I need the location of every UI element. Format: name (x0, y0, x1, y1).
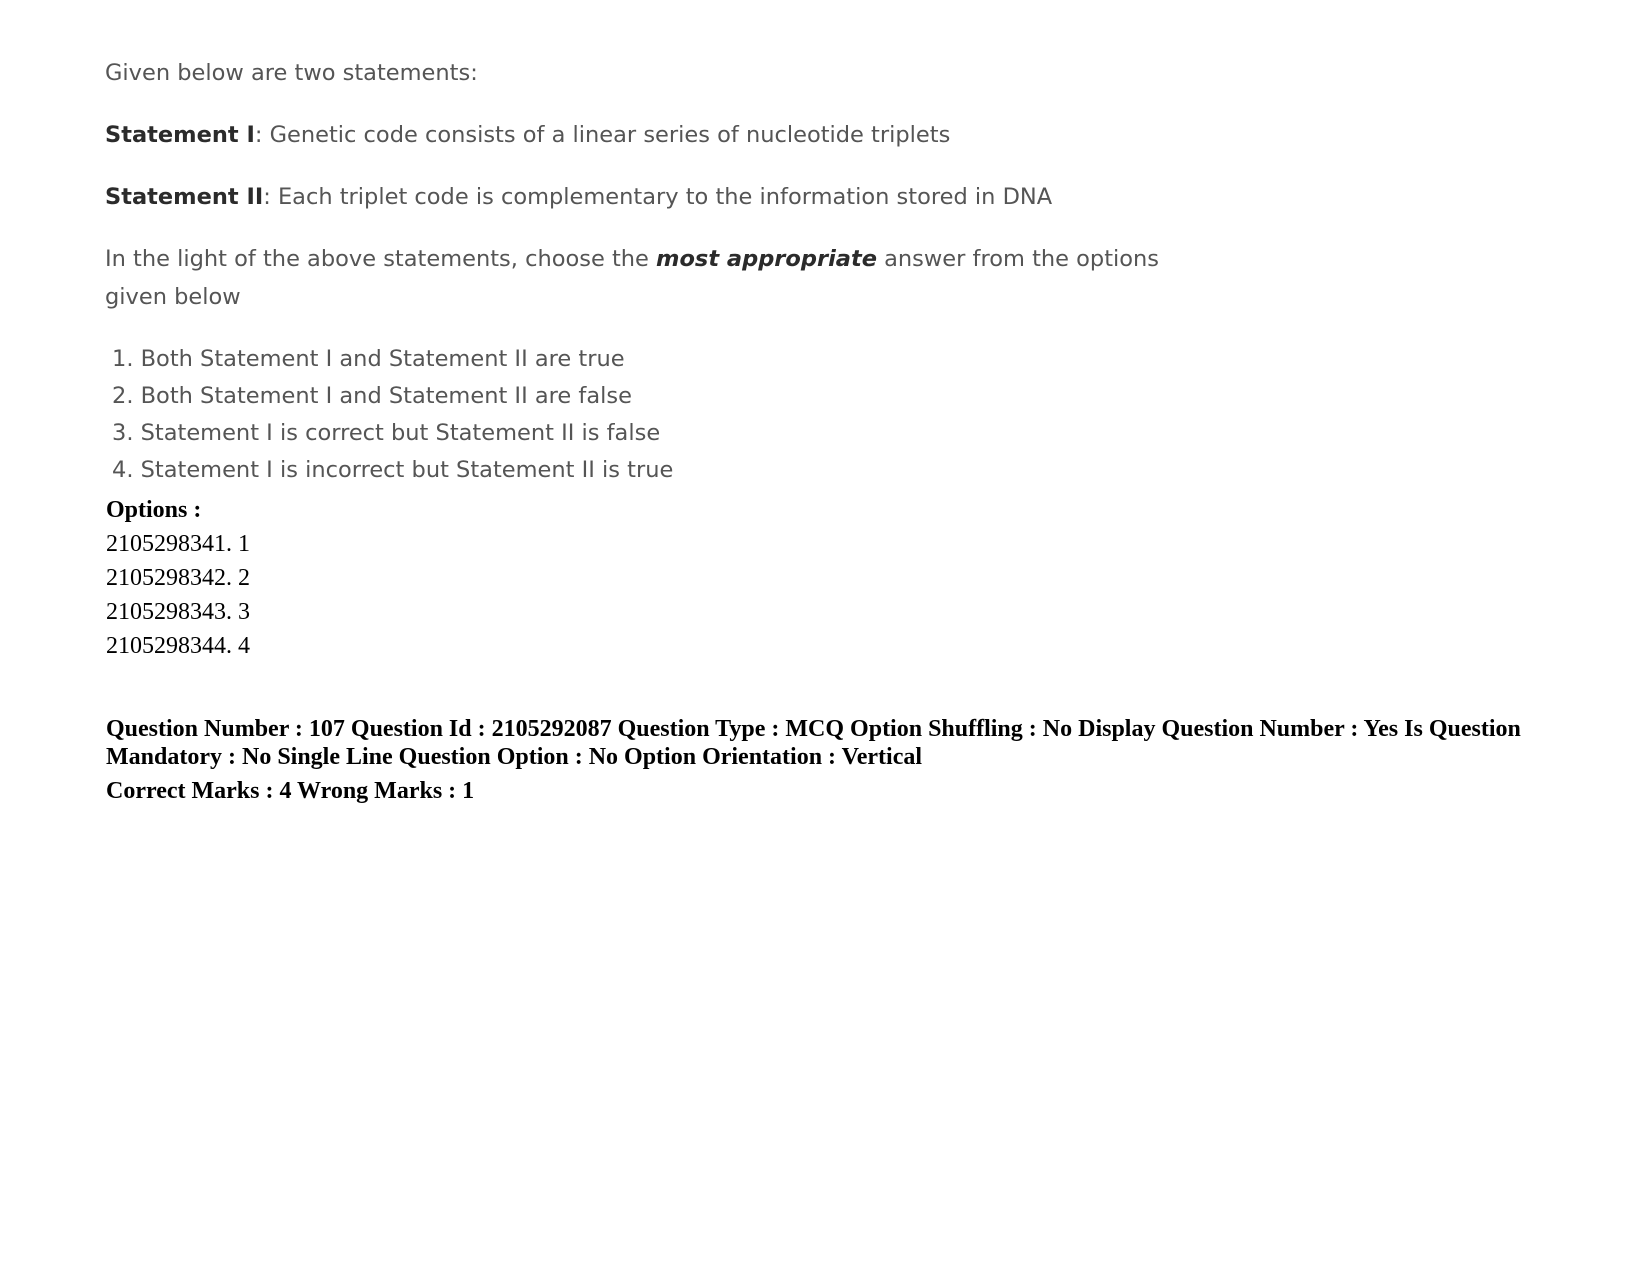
question-intro: Given below are two statements: (105, 60, 478, 86)
statement-1-text: : Genetic code consists of a linear series of nucleotide triplets (254, 122, 951, 148)
instruction-line-2: given below (105, 284, 241, 310)
choice-2: 2. Both Statement I and Statement II are false (112, 383, 632, 409)
instruction (105, 246, 1159, 272)
instruction-pre: In the light of the above statements, choose the (105, 246, 657, 272)
option-4: 2105298344. 4 (106, 633, 250, 659)
choice-4: 4. Statement I is incorrect but Statement II is true (112, 457, 674, 483)
statement-2-label: Statement II (105, 184, 264, 210)
instruction-post: answer from the options (876, 246, 1160, 272)
instruction-emphasis: most appropriate (656, 246, 877, 272)
choice-1: 1. Both Statement I and Statement II are true (112, 346, 625, 372)
statement-2 (105, 184, 1052, 210)
statement-1-label: Statement I (105, 122, 255, 148)
statement-2-text: : Each triplet code is complementary to the information stored in DNA (263, 184, 1053, 210)
statement-1 (105, 122, 950, 148)
question-metadata (106, 715, 1546, 805)
options-heading: Options : (106, 497, 202, 523)
option-2: 2105298342. 2 (106, 565, 250, 591)
option-1: 2105298341. 1 (106, 531, 250, 557)
marks-line: Correct Marks : 4 Wrong Marks : 1 (106, 778, 475, 804)
question-metadata-line: Question Number : 107 Question Id : 2105292087 Question Type : MCQ Option Shuffling : No Display Question Number : Yes Is Question Mandatory : No Single Line Question Option : No Option Orientation : Vertical (106, 716, 1521, 770)
choice-3: 3. Statement I is correct but Statement II is false (112, 420, 661, 446)
option-3: 2105298343. 3 (106, 599, 250, 625)
